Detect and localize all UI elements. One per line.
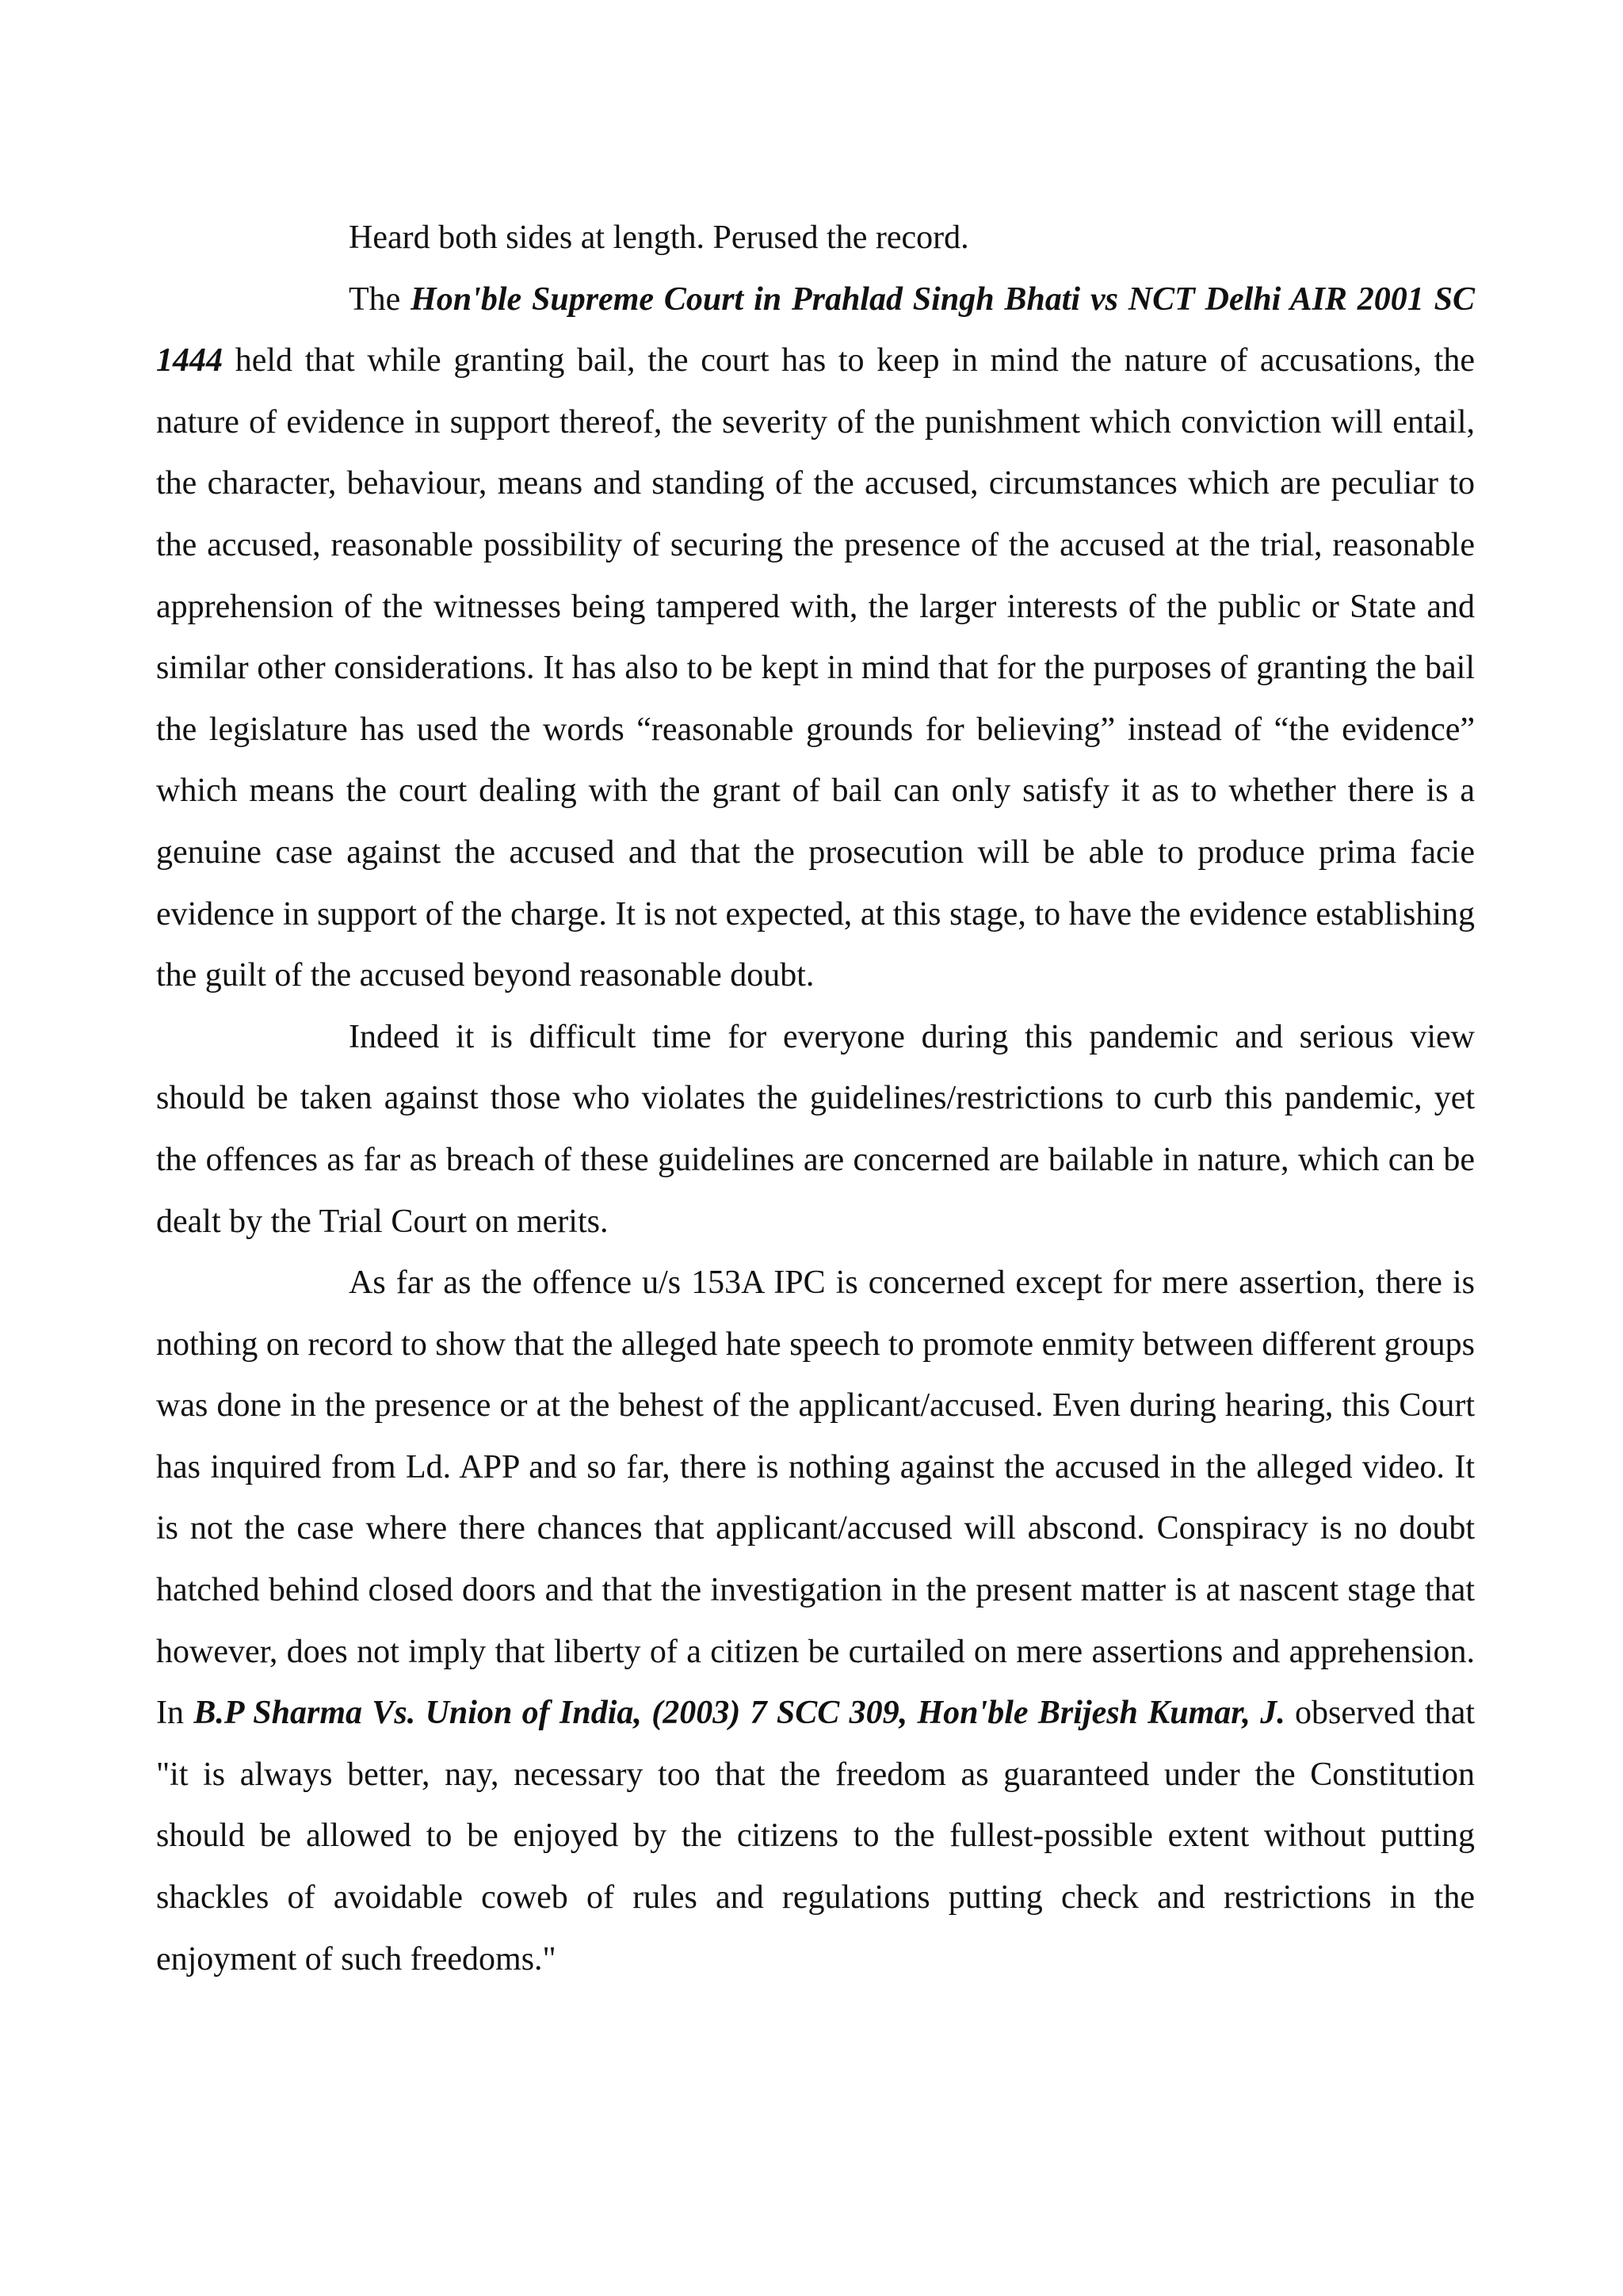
paragraph-text: As far as the offence u/s 153A IPC is concerned except for mere assertion, there is nothing on record to show that the alleged hate speech to promote enmity between different groups was done in the presence or at the behest of the applicant/accused. Even during hearing, this Court has inquired from Ld. APP and so far, there is nothing against the accused in the alleged video. It is not the case where there chances that applicant/accused will abscond. Conspiracy is no doubt hatched behind closed doors and that the investigation in the present matter is at nascent stage that however, does not imply that liberty of a citizen be curtailed on mere assertions and apprehension. In	[156, 1264, 1475, 1732]
document-body	[156, 208, 1475, 1990]
paragraph-text: The	[349, 280, 411, 318]
paragraph-heard	[156, 208, 1475, 269]
paragraph-text: held that while granting bail, the court has to keep in mind the nature of accusations, the nature of evidence in support thereof, the severity of the punishment which conviction will entail, the character, behaviour, means and standing of the accused, circumstances which are peculiar to the accused, reasonable possibility of securing the presence of the accused at the trial, reasonable apprehension of the witnesses being tampered with, the larger interests of the public or State and similar other considerations. It has also to be kept in mind that for the purposes of granting the bail the legislature has used the words “reasonable grounds for believing” instead of “the evidence” which means the court dealing with the grant of bail can only satisfy it as to whether there is a genuine case against the accused and that the prosecution will be able to produce prima facie evidence in support of the charge. It is not expected, at this stage, to have the evidence establishing the guilt of the accused beyond reasonable doubt.	[156, 342, 1475, 994]
paragraph-text: Indeed it is difficult time for everyone during this pandemic and serious view should be taken against those who violates the guidelines/restrictions to curb this pandemic, yet the offences as far as breach of these guidelines are concerned are bailable in nature, which can be dealt by the Trial Court on merits.	[156, 1018, 1475, 1240]
paragraph-text: Heard both sides at length. Perused the record.	[349, 219, 969, 256]
paragraph-offence-153a	[156, 1253, 1475, 1990]
paragraph-text: observed that "it is always better, nay, necessary too that the freedom as guaranteed under the Constitution should be allowed to be enjoyed by the citizens to the fullest-possible extent without putting shackles of avoidable coweb of rules and regulations putting check and restrictions in the enjoyment of such freedoms."	[156, 1695, 1476, 1978]
paragraph-pandemic	[156, 1007, 1475, 1253]
case-citation: B.P Sharma Vs. Union of India, (2003) 7 SCC 309, Hon'ble Brijesh Kumar, J.	[193, 1695, 1285, 1732]
paragraph-bail-principles	[156, 269, 1475, 1007]
case-citation: Hon'ble Supreme Court in Prahlad Singh Bhati vs NCT Delhi AIR 2001 SC 1444	[156, 280, 1475, 379]
